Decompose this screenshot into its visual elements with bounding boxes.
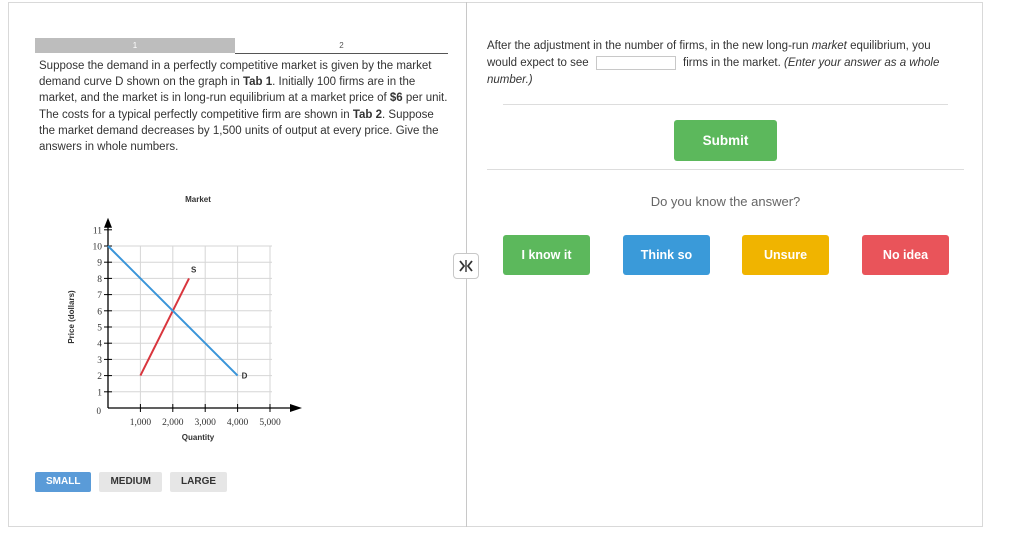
x-tick-label: 3,000: [194, 418, 216, 428]
y-tick-label: 3: [97, 355, 102, 366]
y-axis-arrow: [104, 218, 112, 228]
x-tick-label: 4,000: [226, 418, 249, 428]
y-tick-label: 2: [97, 372, 102, 383]
problem-tab2-ref: Tab 2: [352, 108, 383, 121]
no-idea-button[interactable]: No idea: [862, 235, 949, 275]
problem-text-2: . Initially 100 firms are in the market, and the market is in long-run equilibrium at a market price of: [39, 76, 416, 105]
question-text: [487, 38, 947, 89]
x-tick-label: 2,000: [162, 418, 184, 428]
question-hint: (Enter your answer as a whole number.): [487, 57, 940, 86]
think-so-button[interactable]: Think so: [623, 235, 710, 275]
graph-axes: [104, 218, 302, 412]
problem-text-1: Suppose the demand in a perfectly competitive market is given by the market demand curve D shown on the graph in: [39, 60, 432, 89]
x-tick-label: 5,000: [259, 418, 281, 428]
problem-text-3: per unit. The costs for a typical perfectly competitive firm are shown in: [39, 92, 448, 121]
tab-2[interactable]: 2: [235, 38, 448, 54]
question-market-word: market: [811, 40, 847, 52]
graph-series: [108, 246, 248, 381]
market-graph: [60, 190, 310, 450]
submit-button[interactable]: Submit: [674, 120, 777, 161]
question-separator: [503, 104, 948, 105]
submit-separator: [487, 169, 964, 170]
question-part-1: After the adjustment in the number of firms, in the new long-run: [487, 40, 812, 52]
y-tick-label: 8: [97, 274, 102, 285]
y-tick-label: 7: [97, 291, 102, 302]
y-tick-label: 11: [92, 226, 102, 237]
y-tick-label: 10: [92, 242, 102, 253]
answer-input[interactable]: [596, 56, 676, 70]
y-tick-label: 6: [97, 307, 102, 318]
y-tick-label: 1: [97, 388, 102, 399]
supply-label: S: [191, 265, 197, 275]
collapse-toggle-button[interactable]: [453, 253, 479, 279]
origin-label: 0: [96, 406, 101, 416]
size-buttons: [35, 472, 227, 492]
x-axis-arrow: [290, 404, 302, 412]
unsure-button[interactable]: Unsure: [742, 235, 829, 275]
graph-title: Market: [185, 195, 211, 204]
problem-statement: [39, 58, 449, 155]
question-part-2: equilibrium, you would expect to see: [487, 40, 931, 69]
demand-label: D: [241, 371, 248, 381]
size-small-button[interactable]: SMALL: [35, 472, 91, 492]
y-tick-label: 5: [97, 323, 102, 334]
size-large-button[interactable]: LARGE: [170, 472, 227, 492]
size-medium-button[interactable]: MEDIUM: [99, 472, 162, 492]
confidence-prompt: Do you know the answer?: [650, 194, 801, 209]
y-tick-label: 4: [97, 339, 102, 350]
problem-tab1-ref: Tab 1: [242, 76, 273, 89]
problem-text-4: . Suppose the market demand decreases by 1,500 units of output at every price. Give the answers in whole numbers.: [39, 108, 439, 154]
i-know-it-button[interactable]: I know it: [503, 235, 590, 275]
x-tick-label: 1,000: [129, 418, 152, 428]
question-part-3: firms in the market.: [679, 57, 785, 69]
y-axis-label: Price (dollars): [67, 290, 76, 344]
x-axis-label: Quantity: [181, 433, 215, 442]
y-tick-label: 9: [97, 258, 102, 269]
graph-tabs: [35, 38, 448, 54]
problem-price: $6: [389, 92, 403, 105]
collapse-arrows-icon: [458, 259, 474, 273]
tab-1[interactable]: 1: [35, 38, 235, 53]
